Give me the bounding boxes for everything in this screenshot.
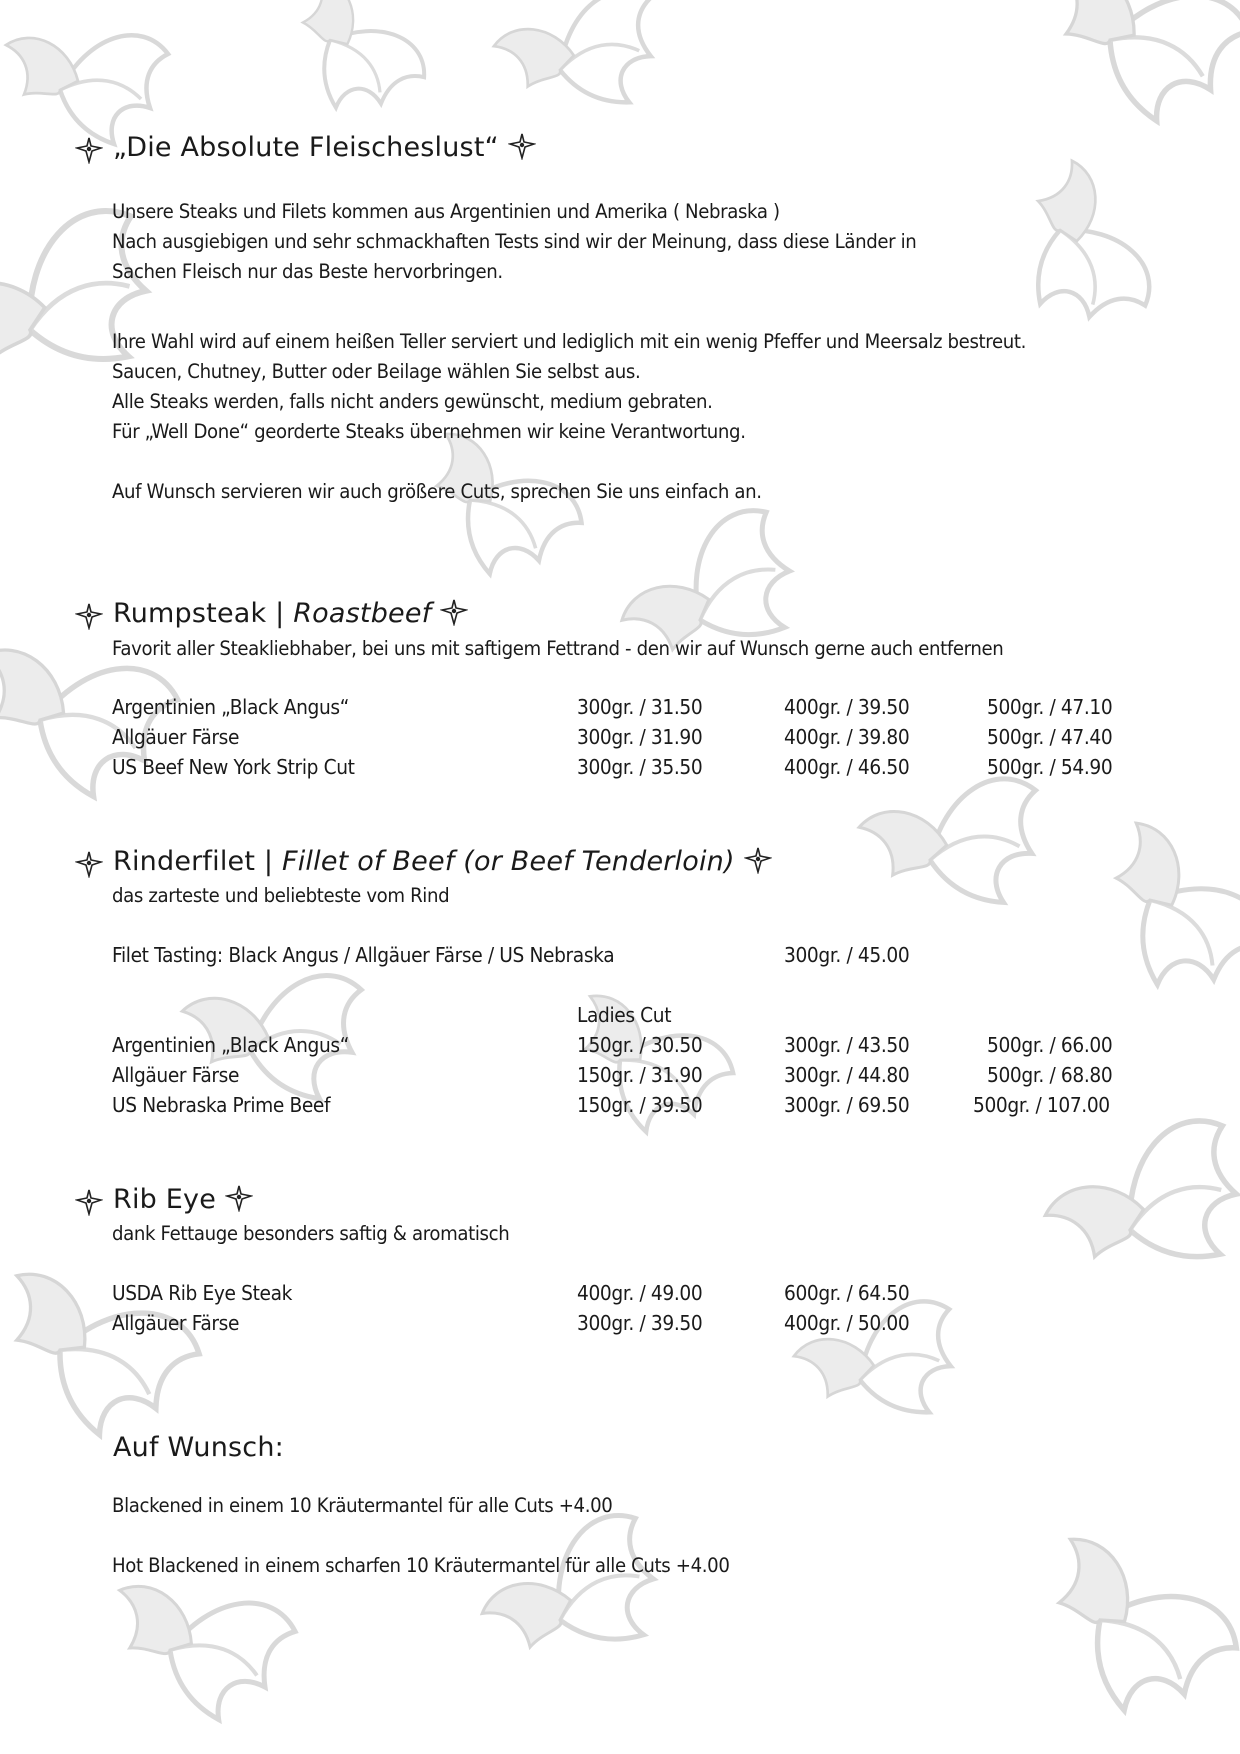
item-price: 300gr. / 45.00 <box>784 943 910 967</box>
item-price: 150gr. / 30.50 <box>577 1033 703 1057</box>
ribeye-subtitle: dank Fettauge besonders saftig & aromatisch <box>112 1222 510 1245</box>
item-name: USDA Rib Eye Steak <box>112 1281 292 1305</box>
intro-line: Ihre Wahl wird auf einem heißen Teller serviert und lediglich mit ein wenig Pfeffer und Meersalz bestreut. <box>112 330 1027 353</box>
item-name: US Nebraska Prime Beef <box>112 1093 331 1117</box>
ornament-icon <box>75 136 103 164</box>
item-price: 400gr. / 39.80 <box>784 725 910 749</box>
item-name: Allgäuer Färse <box>112 1311 240 1335</box>
item-name: Allgäuer Färse <box>112 1063 240 1087</box>
item-price: 500gr. / 68.80 <box>987 1063 1113 1087</box>
intro-line: Auf Wunsch servieren wir auch größere Cuts, sprechen Sie uns einfach an. <box>112 480 762 503</box>
item-price: 600gr. / 64.50 <box>784 1281 910 1305</box>
intro-line: Unsere Steaks und Filets kommen aus Argentinien und Amerika ( Nebraska ) <box>112 200 780 223</box>
intro-text <box>112 197 916 287</box>
intro-line: Alle Steaks werden, falls nicht anders gewünscht, medium gebraten. <box>112 390 713 413</box>
extras-title: Auf Wunsch: <box>113 1432 284 1463</box>
rumpsteak-title-italic: Roastbeef <box>293 598 432 629</box>
item-price: 500gr. / 47.10 <box>987 695 1113 719</box>
item-price: 500gr. / 107.00 <box>973 1093 1110 1117</box>
item-name: US Beef New York Strip Cut <box>112 755 355 779</box>
item-name: Filet Tasting: Black Angus / Allgäuer Färse / US Nebraska <box>112 943 615 967</box>
ladies-cut-label: Ladies Cut <box>577 1003 672 1027</box>
item-price: 300gr. / 44.80 <box>784 1063 910 1087</box>
rumpsteak-title: Rumpsteak | <box>113 598 294 629</box>
item-name: Allgäuer Färse <box>112 725 240 749</box>
item-price: 300gr. / 39.50 <box>577 1311 703 1335</box>
menu-row <box>0 1281 1240 1311</box>
menu-row <box>0 1093 1240 1123</box>
filet-subtitle: das zarteste und beliebteste vom Rind <box>112 884 450 907</box>
extras-line: Hot Blackened in einem scharfen 10 Kräutermantel für alle Cuts +4.00 <box>112 1554 730 1577</box>
intro-text <box>112 327 1026 447</box>
item-price: 300gr. / 31.50 <box>577 695 703 719</box>
menu-row <box>0 943 1240 973</box>
item-price: 500gr. / 66.00 <box>987 1033 1113 1057</box>
item-price: 300gr. / 69.50 <box>784 1093 910 1117</box>
intro-text <box>112 477 762 507</box>
item-price: 500gr. / 54.90 <box>987 755 1113 779</box>
item-price: 300gr. / 35.50 <box>577 755 703 779</box>
menu-row <box>0 725 1240 755</box>
intro-title: „Die Absolute Fleischeslust“ <box>113 132 499 163</box>
item-price: 150gr. / 39.50 <box>577 1093 703 1117</box>
ornament-icon <box>440 598 468 626</box>
rumpsteak-subtitle: Favorit aller Steakliebhaber, bei uns mit saftigem Fettrand - den wir auf Wunsch gerne auch entfernen <box>112 637 1004 660</box>
filet-title: Rinderfilet | <box>113 846 282 877</box>
intro-line: Nach ausgiebigen und sehr schmackhaften Tests sind wir der Meinung, dass diese Länder in <box>112 230 917 253</box>
extras-line: Blackened in einem 10 Kräutermantel für alle Cuts +4.00 <box>112 1494 613 1517</box>
intro-line: Für „Well Done“ georderte Steaks übernehmen wir keine Verantwortung. <box>112 420 746 443</box>
ornament-icon <box>744 846 772 874</box>
section-title-intro <box>113 132 536 163</box>
item-name: Argentinien „Black Angus“ <box>112 695 349 719</box>
item-price: 300gr. / 43.50 <box>784 1033 910 1057</box>
menu-row <box>0 695 1240 725</box>
item-price: 150gr. / 31.90 <box>577 1063 703 1087</box>
ribeye-title: Rib Eye <box>113 1184 217 1215</box>
section-title-ribeye <box>113 1184 253 1215</box>
ornament-icon <box>225 1184 253 1212</box>
item-price: 400gr. / 46.50 <box>784 755 910 779</box>
intro-line: Saucen, Chutney, Butter oder Beilage wählen Sie selbst aus. <box>112 360 641 383</box>
menu-row <box>0 1033 1240 1063</box>
item-price: 400gr. / 39.50 <box>784 695 910 719</box>
item-price: 400gr. / 49.00 <box>577 1281 703 1305</box>
ornament-icon <box>75 1188 103 1216</box>
column-label-row <box>0 1003 1240 1033</box>
item-name: Argentinien „Black Angus“ <box>112 1033 349 1057</box>
section-title-rumpsteak <box>113 598 468 629</box>
menu-row <box>0 1063 1240 1093</box>
item-price: 400gr. / 50.00 <box>784 1311 910 1335</box>
menu-row <box>0 755 1240 785</box>
menu-row <box>0 1311 1240 1341</box>
filet-title-italic: Fillet of Beef (or Beef Tenderloin) <box>282 846 735 877</box>
ornament-icon <box>508 132 536 160</box>
ornament-icon <box>75 602 103 630</box>
ornament-icon <box>75 850 103 878</box>
section-title-filet <box>113 846 772 877</box>
item-price: 500gr. / 47.40 <box>987 725 1113 749</box>
item-price: 300gr. / 31.90 <box>577 725 703 749</box>
intro-line: Sachen Fleisch nur das Beste hervorbringen. <box>112 260 503 283</box>
